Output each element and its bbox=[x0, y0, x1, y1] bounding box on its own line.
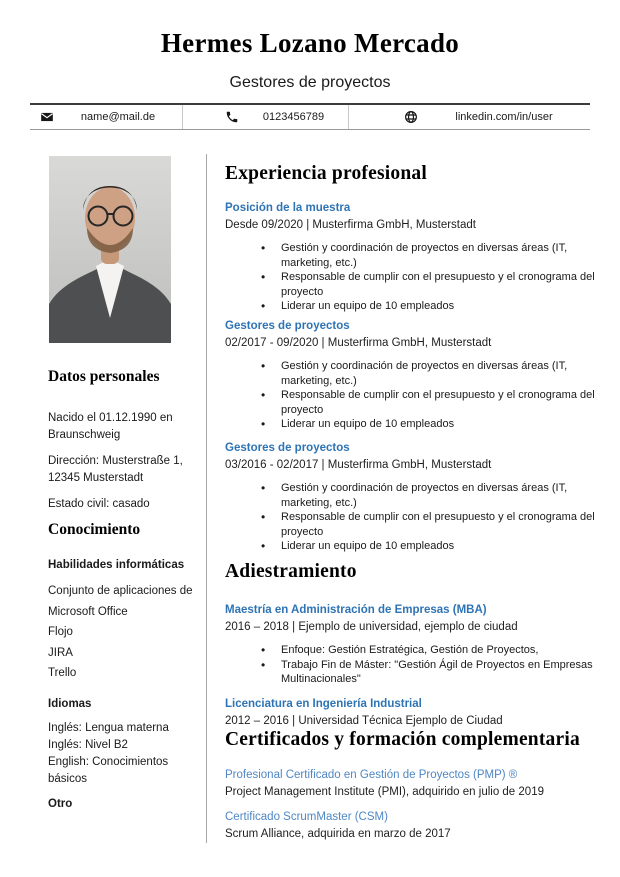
job-entry bbox=[225, 201, 600, 314]
contact-website bbox=[349, 105, 590, 129]
candidate-name: Hermes Lozano Mercado bbox=[160, 28, 460, 58]
job-role: Gestores de proyectos bbox=[225, 320, 350, 332]
certificate-name: Profesional Certificado en Gestión de Proyectos (PMP) ® bbox=[225, 769, 518, 781]
degree-meta: 2016 – 2018 | Ejemplo de universidad, ejemplo de ciudad bbox=[225, 621, 518, 633]
other-title: Otro bbox=[48, 798, 73, 810]
knowledge-title: Conocimiento bbox=[48, 521, 141, 538]
certificates-section-title: Certificados y formación complementaria bbox=[225, 729, 580, 750]
languages-list bbox=[48, 720, 200, 788]
language-item: Inglés: Lengua materna bbox=[48, 722, 169, 734]
marital-status: Estado civil: casado bbox=[48, 498, 150, 510]
degree-title: Maestría en Administración de Empresas (MBA) bbox=[225, 604, 487, 616]
job-bullet: • Responsable de cumplir con el presupuesto y el cronograma del proyecto bbox=[281, 388, 599, 417]
certificate-entry bbox=[225, 768, 600, 799]
personal-data-list bbox=[48, 410, 200, 522]
degree-title: Licenciatura en Ingeniería Industrial bbox=[225, 698, 422, 710]
job-role: Gestores de proyectos bbox=[225, 442, 350, 454]
contact-bar bbox=[30, 103, 590, 130]
phone-icon bbox=[225, 110, 239, 124]
education-section-title: Adiestramiento bbox=[225, 561, 357, 582]
education-entry bbox=[225, 603, 600, 687]
job-role: Posición de la muestra bbox=[225, 202, 351, 214]
certificate-meta: Project Management Institute (PMI), adquirido en julio de 2019 bbox=[225, 786, 544, 798]
phone-value: 0123456789 bbox=[262, 111, 325, 123]
language-item: English: Conocimientos básicos bbox=[48, 756, 169, 785]
certificate-meta: Scrum Alliance, adquirida en marzo de 2017 bbox=[225, 828, 451, 840]
address-info: Dirección: Musterstraße 1, 12345 Musterstadt bbox=[48, 455, 183, 484]
skill-item: Flojo bbox=[48, 626, 73, 638]
job-meta: 02/2017 - 09/2020 | Musterfirma GmbH, Musterstadt bbox=[225, 337, 492, 349]
job-bullet: • Gestión y coordinación de proyectos en diversas áreas (IT, marketing, etc.) bbox=[281, 359, 599, 388]
job-bullet: • Liderar un equipo de 10 empleados bbox=[281, 299, 599, 314]
job-entry bbox=[225, 319, 600, 432]
column-divider bbox=[206, 154, 207, 843]
language-item: Inglés: Nivel B2 bbox=[48, 739, 128, 751]
skill-item: Conjunto de aplicaciones de Microsoft Office bbox=[48, 585, 193, 618]
job-bullet: • Responsable de cumplir con el presupuesto y el cronograma del proyecto bbox=[281, 510, 599, 539]
certificate-entry bbox=[225, 810, 600, 841]
education-entry bbox=[225, 697, 600, 728]
certificate-name: Certificado ScrumMaster (CSM) bbox=[225, 811, 388, 823]
job-bullet: • Gestión y coordinación de proyectos en diversas áreas (IT, marketing, etc.) bbox=[281, 241, 599, 270]
personal-data-title: Datos personales bbox=[48, 368, 160, 385]
degree-meta: 2012 – 2016 | Universidad Técnica Ejemplo de Ciudad bbox=[225, 715, 503, 727]
skill-item: JIRA bbox=[48, 646, 73, 659]
experience-section-title: Experiencia profesional bbox=[225, 163, 427, 184]
languages-title: Idiomas bbox=[48, 698, 92, 710]
job-bullet: • Liderar un equipo de 10 empleados bbox=[281, 417, 599, 432]
job-meta: Desde 09/2020 | Musterfirma GmbH, Musterstadt bbox=[225, 219, 476, 231]
email-value: name@mail.de bbox=[80, 111, 156, 123]
job-bullet: • Liderar un equipo de 10 empleados bbox=[281, 539, 599, 554]
computer-skills-list bbox=[48, 581, 200, 684]
globe-icon bbox=[404, 110, 418, 124]
degree-bullet: • Trabajo Fin de Máster: "Gestión Ágil de Proyectos en Empresas Multinacionales" bbox=[281, 658, 599, 687]
email-icon bbox=[40, 110, 54, 124]
degree-bullet: • Enfoque: Gestión Estratégica, Gestión de Proyectos, bbox=[281, 643, 599, 658]
job-bullets bbox=[281, 481, 600, 554]
job-bullet: • Responsable de cumplir con el presupuesto y el cronograma del proyecto bbox=[281, 270, 599, 299]
portrait-photo bbox=[49, 156, 171, 343]
skill-item: Trello bbox=[48, 667, 77, 679]
candidate-job-title: Gestores de proyectos bbox=[229, 74, 391, 91]
job-meta: 03/2016 - 02/2017 | Musterfirma GmbH, Musterstadt bbox=[225, 459, 492, 471]
computer-skills-title: Habilidades informáticas bbox=[48, 559, 185, 571]
degree-bullets bbox=[281, 643, 600, 687]
website-value: linkedin.com/in/user bbox=[455, 111, 553, 123]
birth-info: Nacido el 01.12.1990 en Braunschweig bbox=[48, 412, 173, 441]
contact-phone bbox=[183, 105, 349, 129]
contact-email bbox=[30, 105, 183, 129]
job-bullets bbox=[281, 359, 600, 432]
job-entry bbox=[225, 441, 600, 554]
job-bullet: • Gestión y coordinación de proyectos en diversas áreas (IT, marketing, etc.) bbox=[281, 481, 599, 510]
job-bullets bbox=[281, 241, 600, 314]
